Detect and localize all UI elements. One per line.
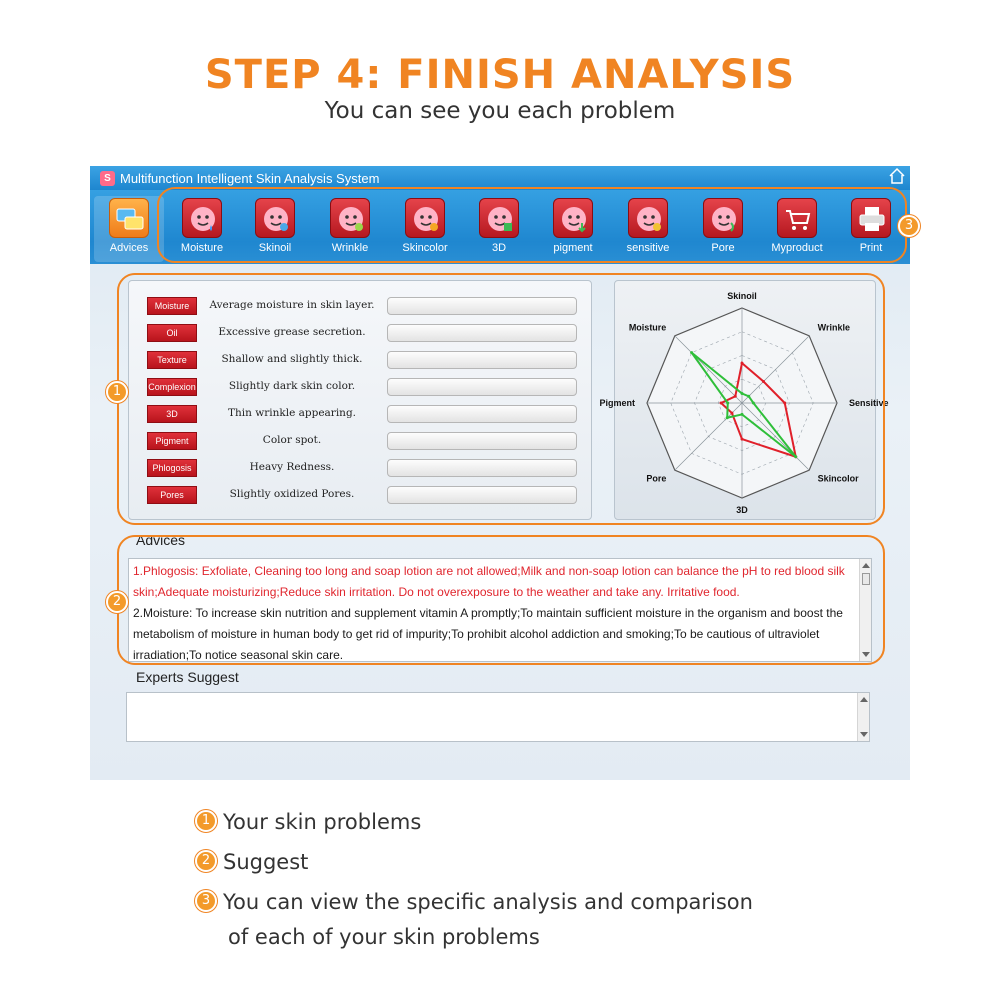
home-icon[interactable] bbox=[888, 167, 906, 185]
app-logo-icon: S bbox=[100, 171, 115, 186]
moisture-face-icon bbox=[182, 198, 222, 238]
radar-axis-label: Skinoil bbox=[727, 291, 757, 301]
radar-axis-label: Sensitive bbox=[849, 398, 889, 408]
radar-axis-label: Skincolor bbox=[817, 473, 859, 484]
toolbar-pore-button[interactable] bbox=[688, 196, 758, 262]
problem-row bbox=[147, 486, 577, 504]
radar-series-point bbox=[747, 395, 750, 398]
toolbar-advices-label: Advices bbox=[109, 242, 149, 254]
problem-result-bar bbox=[387, 405, 577, 423]
title-bar bbox=[90, 166, 910, 190]
experts-suggest-textbox[interactable] bbox=[126, 692, 870, 742]
problem-result-bar bbox=[387, 378, 577, 396]
advices-label: Advices bbox=[136, 532, 186, 548]
scroll-up-icon[interactable] bbox=[860, 697, 868, 702]
page-subtitle: You can see you each problem bbox=[324, 98, 676, 124]
problem-tag-button[interactable]: Texture bbox=[147, 351, 197, 369]
problem-description: Slightly oxidized Pores. bbox=[229, 488, 355, 500]
3d-face-icon bbox=[479, 198, 519, 238]
legend-item bbox=[195, 850, 308, 874]
radar-series-point bbox=[741, 438, 744, 441]
toolbar bbox=[90, 190, 910, 264]
problem-tag-button[interactable]: Oil bbox=[147, 324, 197, 342]
legend-item bbox=[195, 810, 421, 834]
toolbar-wrinkle-label: Wrinkle bbox=[331, 242, 369, 254]
radar-series-point bbox=[726, 416, 729, 419]
problem-result-bar bbox=[387, 351, 577, 369]
problem-description: Heavy Redness. bbox=[249, 461, 335, 473]
shopping-cart-icon bbox=[777, 198, 817, 238]
page-title: STEP 4: FINISH ANALYSIS bbox=[204, 52, 796, 98]
problem-description: Shallow and slightly thick. bbox=[221, 353, 363, 365]
toolbar-moisture-label: Moisture bbox=[180, 242, 224, 254]
radar-axis-label: Pigment bbox=[599, 398, 635, 408]
app-window bbox=[90, 166, 910, 780]
radar-series-point bbox=[741, 413, 744, 416]
scroll-down-icon[interactable] bbox=[862, 652, 870, 657]
toolbar-3d-label: 3D bbox=[491, 242, 507, 254]
skinoil-face-icon bbox=[255, 198, 295, 238]
radar-series-point bbox=[741, 392, 744, 395]
toolbar-skincolor-label: Skincolor bbox=[402, 242, 448, 254]
toolbar-moisture-button[interactable] bbox=[167, 196, 237, 262]
problem-description: Average moisture in skin layer. bbox=[209, 299, 375, 311]
advices-text bbox=[133, 561, 859, 666]
callout-badge-2: 2 bbox=[106, 591, 128, 613]
problem-tag-button[interactable]: Pigment bbox=[147, 432, 197, 450]
problem-description: Excessive grease secretion. bbox=[218, 326, 366, 338]
callout-badge-1: 1 bbox=[106, 381, 128, 403]
toolbar-pigment-label: pigment bbox=[553, 242, 593, 254]
problem-result-bar bbox=[387, 324, 577, 342]
problem-result-bar bbox=[387, 297, 577, 315]
radar-chart bbox=[599, 281, 889, 521]
problem-result-bar bbox=[387, 486, 577, 504]
legend-badge: 1 bbox=[195, 810, 217, 832]
skin-problems-panel bbox=[128, 280, 592, 520]
problem-description: Color spot. bbox=[262, 434, 322, 446]
radar-series-point bbox=[720, 402, 723, 405]
toolbar-myproduct-label: Myproduct bbox=[771, 242, 823, 254]
radar-series-point bbox=[741, 362, 744, 365]
radar-series-point bbox=[752, 402, 755, 405]
radar-series-point bbox=[734, 395, 737, 398]
toolbar-3d-button[interactable] bbox=[464, 196, 534, 262]
legend-item bbox=[195, 890, 753, 914]
pigment-face-icon bbox=[553, 198, 593, 238]
problem-tag-button[interactable]: 3D bbox=[147, 405, 197, 423]
problem-tag-button[interactable]: Moisture bbox=[147, 297, 197, 315]
radar-series-point bbox=[730, 412, 733, 415]
sensitive-face-icon bbox=[628, 198, 668, 238]
problem-row bbox=[147, 432, 577, 450]
legend-badge: 3 bbox=[195, 890, 217, 912]
toolbar-myproduct-button[interactable] bbox=[762, 196, 832, 262]
toolbar-skinoil-button[interactable] bbox=[240, 196, 310, 262]
radar-axis-label: Wrinkle bbox=[817, 322, 851, 333]
toolbar-skincolor-button[interactable] bbox=[390, 196, 460, 262]
problem-tag-button[interactable]: Complexion bbox=[147, 378, 197, 396]
problem-row bbox=[147, 297, 577, 315]
legend-text: You can view the specific analysis and comparison bbox=[223, 890, 753, 914]
legend-text-continued: of each of your skin problems bbox=[228, 925, 540, 949]
toolbar-sensitive-label: sensitive bbox=[626, 242, 670, 254]
experts-scrollbar[interactable] bbox=[857, 693, 869, 741]
legend-badge: 2 bbox=[195, 850, 217, 872]
problem-description: Thin wrinkle appearing. bbox=[228, 407, 356, 419]
problem-row bbox=[147, 378, 577, 396]
radar-series-point bbox=[690, 351, 693, 354]
wrinkle-face-icon bbox=[330, 198, 370, 238]
problem-result-bar bbox=[387, 459, 577, 477]
callout-badge-3: 3 bbox=[898, 215, 920, 237]
radar-series-point bbox=[794, 455, 797, 458]
problem-tag-button[interactable]: Pores bbox=[147, 486, 197, 504]
radar-axis-label: Moisture bbox=[628, 322, 667, 333]
scroll-down-icon[interactable] bbox=[860, 732, 868, 737]
legend-text: Your skin problems bbox=[223, 810, 422, 834]
radar-chart-panel bbox=[599, 280, 889, 520]
skincolor-face-icon bbox=[405, 198, 445, 238]
radar-series-point bbox=[726, 402, 729, 405]
toolbar-advices-button[interactable] bbox=[94, 196, 164, 262]
toolbar-pore-label: Pore bbox=[711, 242, 735, 254]
radar-series-point bbox=[762, 380, 765, 383]
toolbar-print-label: Print bbox=[859, 242, 883, 254]
radar-axis-label: 3D bbox=[736, 505, 748, 515]
scroll-thumb[interactable] bbox=[862, 573, 870, 585]
experts-suggest-label: Experts Suggest bbox=[136, 669, 239, 685]
radar-series-point bbox=[783, 402, 786, 405]
scroll-up-icon[interactable] bbox=[862, 563, 870, 568]
toolbar-pigment-button[interactable] bbox=[538, 196, 608, 262]
problem-row bbox=[147, 405, 577, 423]
problem-description: Slightly dark skin color. bbox=[228, 380, 356, 392]
advices-icon bbox=[109, 198, 149, 238]
toolbar-print-button[interactable] bbox=[836, 196, 906, 262]
advices-textbox[interactable] bbox=[128, 558, 872, 662]
advice-moisture-text: 2.Moisture: To increase skin nutrition and supplement vitamin A promptly;To maintain sufficient moisture in the organism and boost the metabolism of moisture in human body to get rid of impurity;To prohibit alcohol addiction and smoking;To be cautious of ultraviolet irradiation;To notice seasonal skin care. bbox=[133, 606, 843, 662]
problem-row bbox=[147, 324, 577, 342]
toolbar-sensitive-button[interactable] bbox=[613, 196, 683, 262]
toolbar-skinoil-label: Skinoil bbox=[258, 242, 292, 254]
toolbar-wrinkle-button[interactable] bbox=[315, 196, 385, 262]
advices-scrollbar[interactable] bbox=[859, 559, 871, 661]
printer-icon bbox=[851, 198, 891, 238]
problem-tag-button[interactable]: Phlogosis bbox=[147, 459, 197, 477]
problem-row bbox=[147, 459, 577, 477]
radar-axis-label: Pore bbox=[646, 473, 667, 484]
legend-text: Suggest bbox=[223, 850, 309, 874]
problem-row bbox=[147, 351, 577, 369]
advice-phlogosis-text: 1.Phlogosis: Exfoliate, Cleaning too long and soap lotion are not allowed;Milk and non-soap lotion can balance the pH to red blood silk skin;Adequate moisturizing;Reduce skin irritation. Do not overexposure to the weather and take any. Irritative food. bbox=[133, 564, 845, 599]
pore-face-icon bbox=[703, 198, 743, 238]
problem-result-bar bbox=[387, 432, 577, 450]
window-title: Multifunction Intelligent Skin Analysis System bbox=[120, 171, 380, 186]
